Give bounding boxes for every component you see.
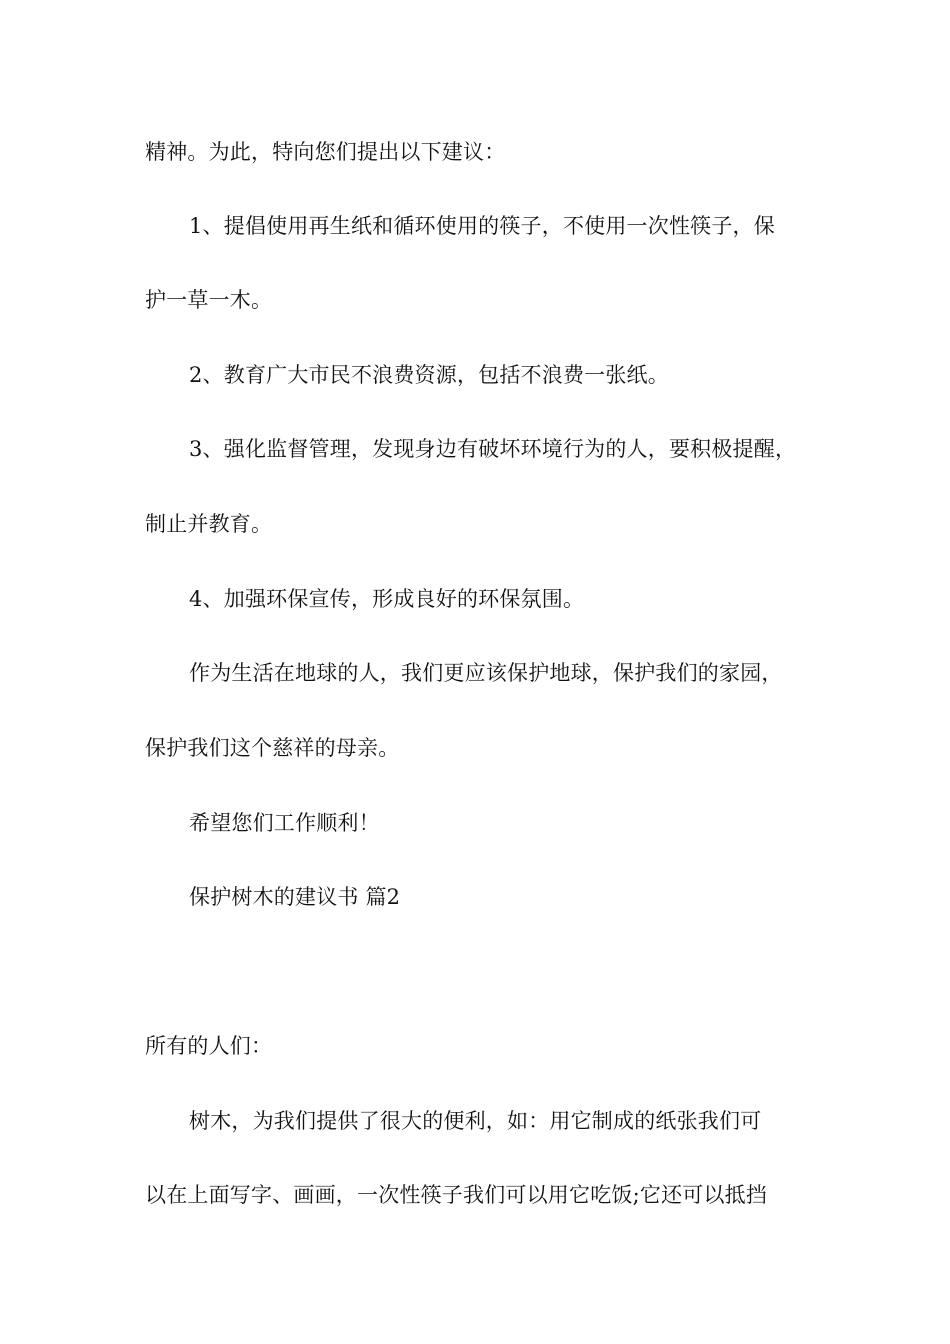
paragraph-earth-line-2: 保护我们这个慈祥的母亲。 <box>145 736 400 760</box>
paragraph-trees-line-1: 树木，为我们提供了很大的便利，如：用它制成的纸张我们可 <box>189 1109 762 1133</box>
suggestion-4: 4、加强环保宣传，形成良好的环保氛围。 <box>189 587 585 611</box>
suggestion-1-line-1: 1、提倡使用再生纸和循环使用的筷子，不使用一次性筷子，保 <box>189 214 775 238</box>
suggestion-1-line-2: 护一草一木。 <box>145 288 273 312</box>
paragraph-trees-line-2: 以在上面写字、画画，一次性筷子我们可以用它吃饭;它还可以抵挡 <box>145 1183 768 1207</box>
salutation: 所有的人们： <box>145 1034 273 1058</box>
suggestion-3-line-1: 3、强化监督管理，发现身边有破坏环境行为的人，要积极提醒， <box>189 437 797 461</box>
closing-wish: 希望您们工作顺利！ <box>189 811 380 835</box>
paragraph-earth-line-1: 作为生活在地球的人，我们更应该保护地球，保护我们的家园， <box>189 661 783 685</box>
text-line-1: 精神。为此，特向您们提出以下建议： <box>145 140 506 164</box>
suggestion-3-line-2: 制止并教育。 <box>145 512 273 536</box>
suggestion-2: 2、教育广大市民不浪费资源，包括不浪费一张纸。 <box>189 363 669 387</box>
section-heading: 保护树木的建议书 篇2 <box>189 885 401 909</box>
